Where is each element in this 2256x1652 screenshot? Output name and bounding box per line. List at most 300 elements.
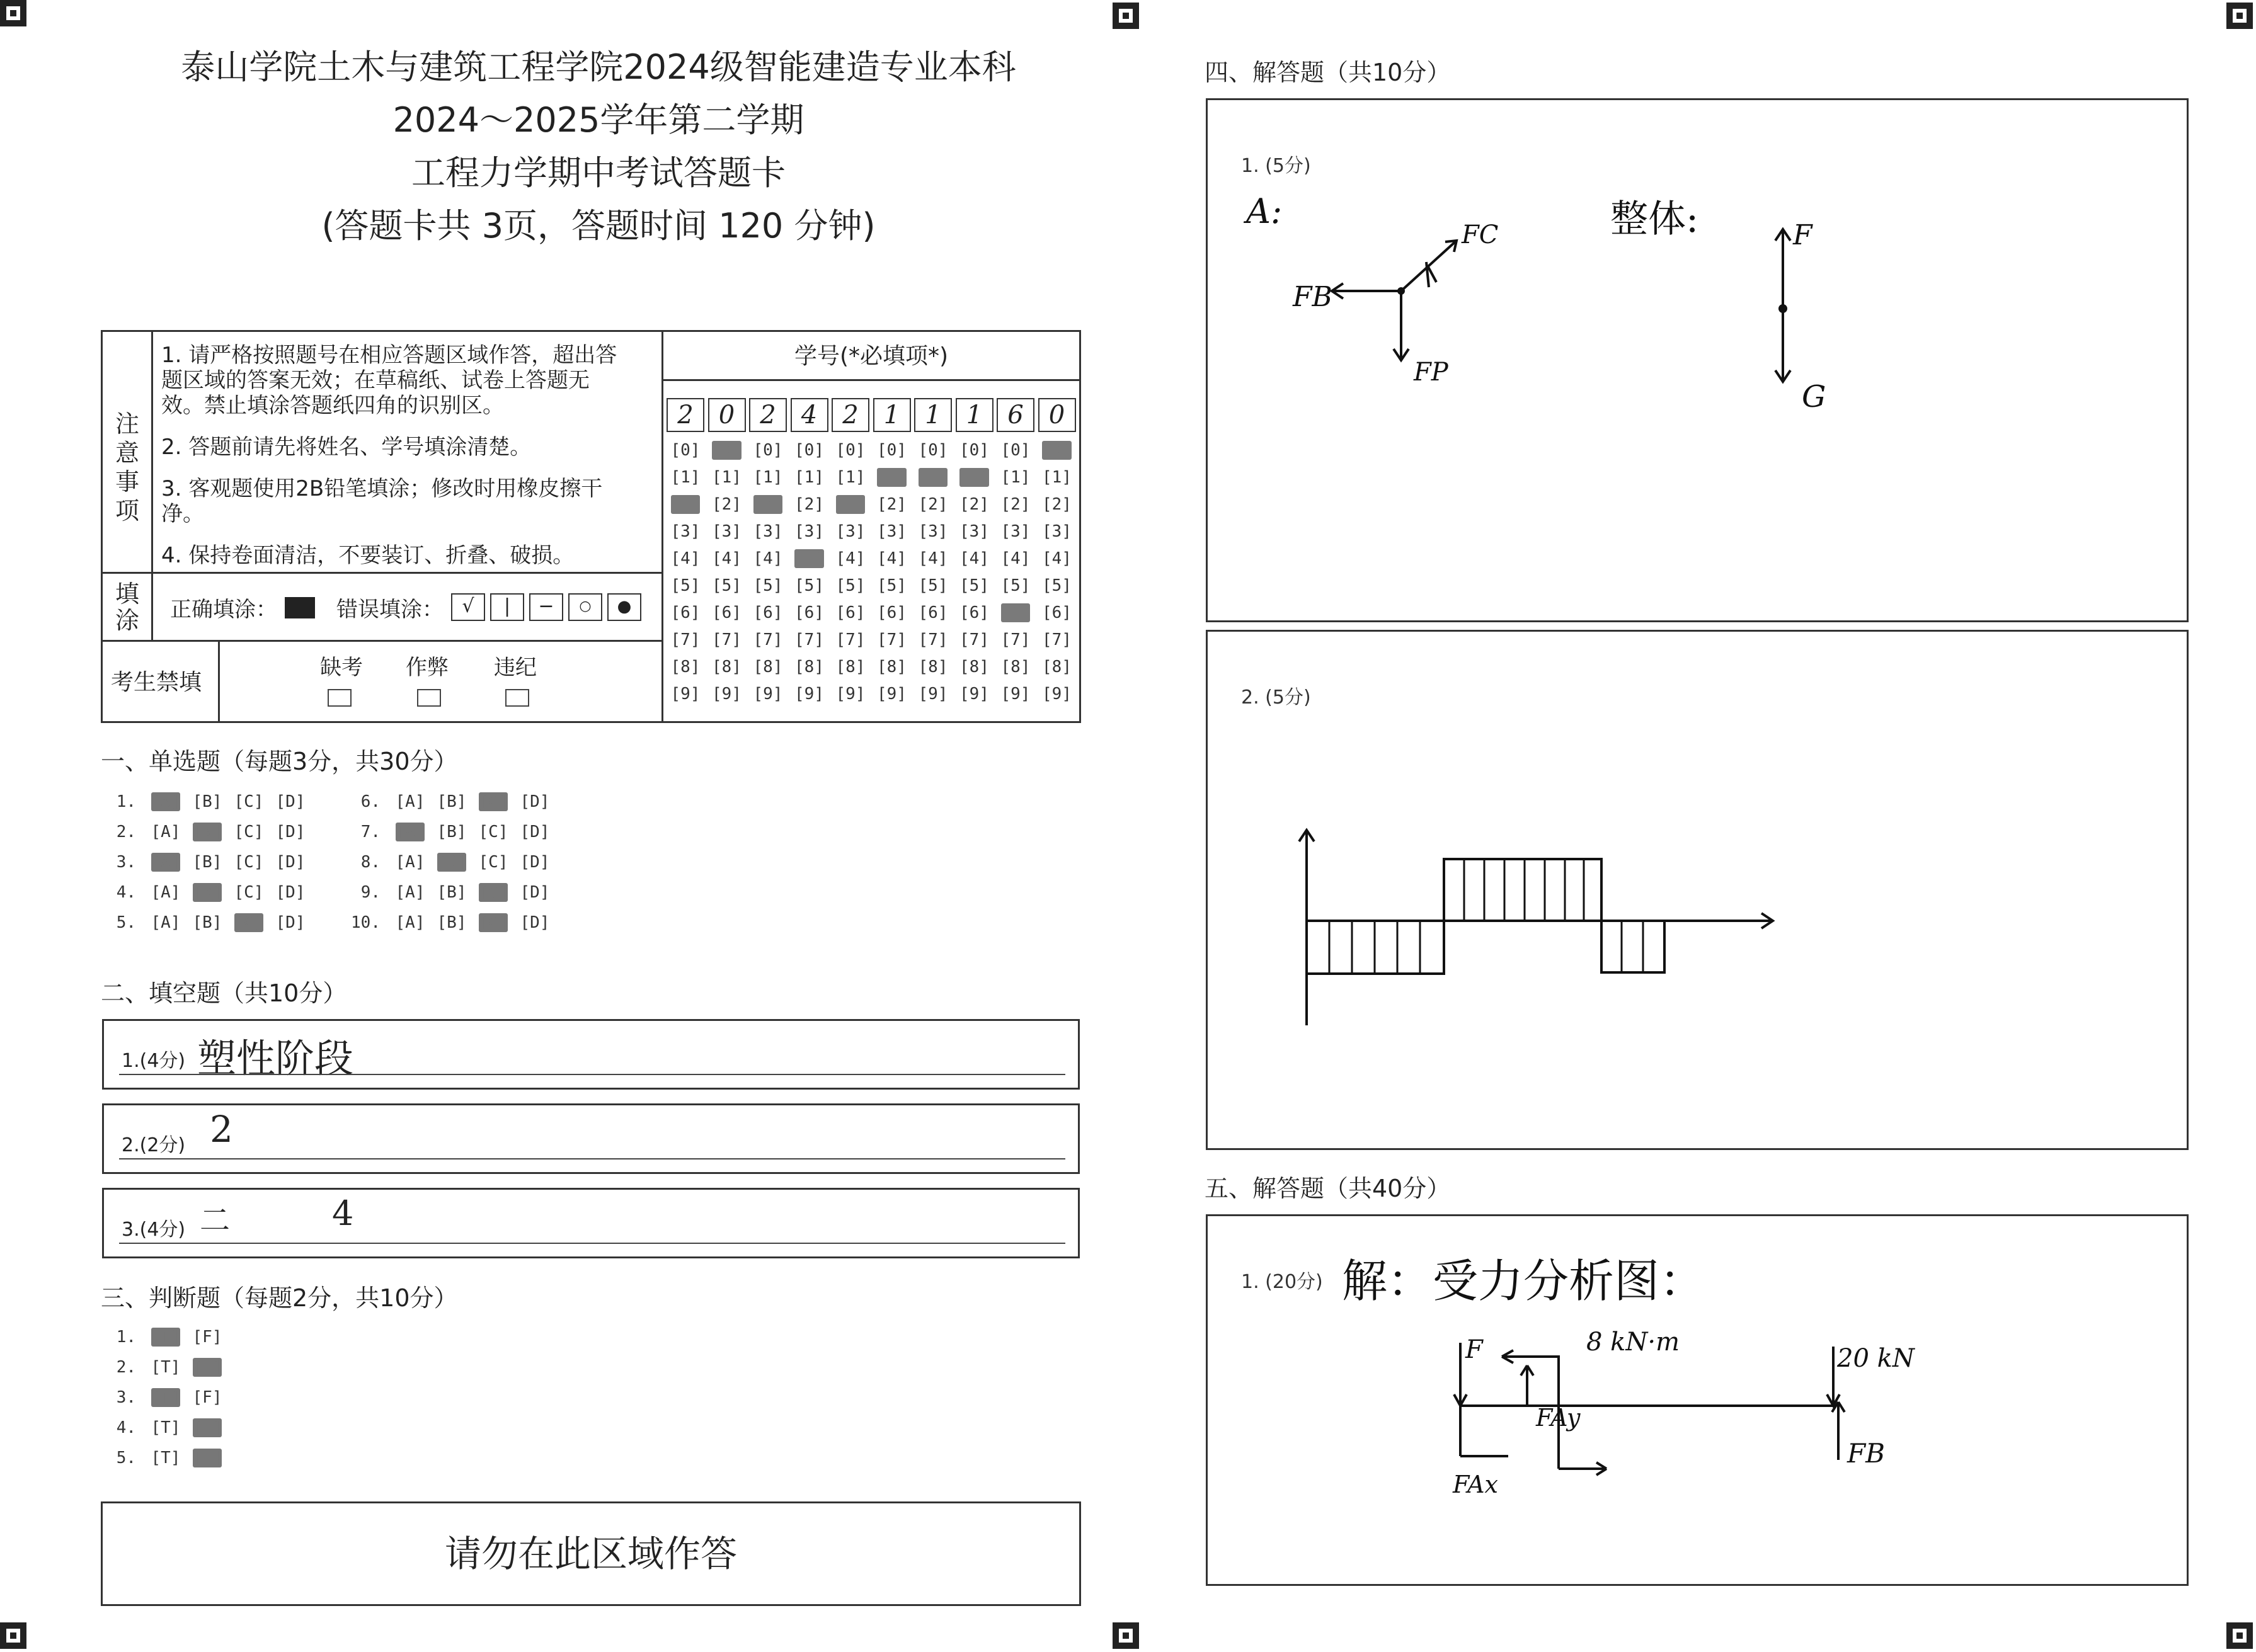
student-id-bubble[interactable] <box>915 658 951 676</box>
mcq-option-d[interactable] <box>270 853 311 872</box>
student-id-bubble[interactable] <box>1039 576 1075 595</box>
student-id-bubble[interactable] <box>668 630 703 649</box>
tf-option-f[interactable] <box>186 1449 228 1467</box>
student-id-bubble[interactable] <box>833 576 868 595</box>
fill-blank-2-answer: 2 <box>210 1108 233 1151</box>
mcq-option-c[interactable] <box>228 823 270 841</box>
student-id-title: 学号(*必填项*) <box>794 343 949 369</box>
mcq-question-number: 5. <box>116 913 136 932</box>
mcq-option-label: [C] <box>234 853 264 872</box>
student-id-bubble-label: [4] <box>835 549 866 568</box>
student-id-bubble[interactable] <box>998 576 1033 595</box>
student-id-bubble[interactable] <box>874 468 910 487</box>
student-id-bubble[interactable] <box>750 685 786 704</box>
tf-option-t[interactable] <box>145 1418 186 1437</box>
student-id-digit[interactable]: 2 <box>667 398 704 432</box>
student-id-bubble-label: [4] <box>1042 549 1072 568</box>
student-id-bubble-label: [2] <box>670 495 701 514</box>
fill-blank-3-line <box>119 1243 1065 1244</box>
student-id-bubble[interactable] <box>792 549 827 568</box>
student-id-bubble[interactable] <box>709 603 745 622</box>
student-id-bubble[interactable] <box>874 603 910 622</box>
student-id-bubble-label: [2] <box>835 495 866 514</box>
fbd-label: F <box>1465 1335 1483 1364</box>
student-id-bubble[interactable] <box>1039 441 1075 460</box>
student-id-digit[interactable]: 6 <box>997 398 1034 432</box>
forbid-absent-checkbox[interactable] <box>328 689 352 707</box>
mcq-option-b[interactable] <box>186 883 228 902</box>
student-id-bubble[interactable] <box>833 603 868 622</box>
mcq-option-b[interactable] <box>186 823 228 841</box>
force-fp-label: FP <box>1414 358 1448 387</box>
student-id-bubble[interactable] <box>957 685 992 704</box>
student-id-bubble-label: [6] <box>877 603 907 622</box>
fill-blank-3-answer2: 4 <box>332 1193 354 1233</box>
student-id-bubble[interactable] <box>833 522 868 541</box>
student-id-bubble-label: [3] <box>1000 522 1031 541</box>
mcq-option-label: [C] <box>234 792 264 811</box>
mcq-option-a[interactable] <box>389 883 431 902</box>
student-id-bubble[interactable] <box>915 522 951 541</box>
student-id-bubble[interactable] <box>874 630 910 649</box>
student-id-bubble[interactable] <box>750 441 786 460</box>
student-id-bubble[interactable] <box>915 630 951 649</box>
mcq-question-number: 8. <box>360 853 381 872</box>
student-id-digit[interactable]: 1 <box>873 398 911 432</box>
student-id-bubble[interactable] <box>792 441 827 460</box>
mcq-question-row <box>100 913 311 932</box>
mcq-question-number: 2. <box>116 823 136 841</box>
tf-option-label: [F] <box>192 1449 222 1467</box>
mcq-option-a[interactable] <box>389 913 431 932</box>
student-id-bubble[interactable] <box>874 441 910 460</box>
student-id-bubble[interactable] <box>874 522 910 541</box>
tf-option-t[interactable] <box>145 1388 186 1407</box>
mcq-option-a[interactable] <box>389 792 431 811</box>
mcq-option-label: [B] <box>437 792 467 811</box>
mcq-option-label: [A] <box>395 913 425 932</box>
student-id-divider <box>661 379 1081 381</box>
student-id-bubble[interactable] <box>957 441 992 460</box>
notice-divider-h1 <box>101 572 663 574</box>
tf-option-label: [F] <box>192 1358 222 1377</box>
student-id-bubble-label: [0] <box>1000 441 1031 460</box>
student-id-bubble[interactable] <box>998 658 1033 676</box>
section5-q1-label: 1. (20分) <box>1241 1271 1323 1293</box>
student-id-digit[interactable]: 2 <box>832 398 869 432</box>
forbid-violation-checkbox[interactable] <box>505 689 529 707</box>
tf-option-label: [T] <box>151 1328 181 1347</box>
student-id-bubble[interactable] <box>957 658 992 676</box>
fill-blank-2-line <box>119 1158 1065 1159</box>
student-id-bubble[interactable] <box>957 630 992 649</box>
student-id-bubble[interactable] <box>1039 630 1075 649</box>
student-id-bubble[interactable] <box>833 549 868 568</box>
tf-question-row <box>100 1418 228 1437</box>
tf-question-number: 1. <box>116 1328 136 1347</box>
student-id-bubble[interactable] <box>668 603 703 622</box>
student-id-bubble[interactable] <box>750 576 786 595</box>
student-id-bubble-label: [1] <box>1000 468 1031 487</box>
student-id-bubble[interactable] <box>998 549 1033 568</box>
fbd-label: FAx <box>1453 1471 1498 1498</box>
student-id-bubble-label: [4] <box>918 549 948 568</box>
student-id-digit[interactable]: 1 <box>956 398 993 432</box>
mcq-option-d[interactable] <box>514 792 556 811</box>
student-id-bubble[interactable] <box>998 495 1033 514</box>
mcq-option-label: [A] <box>395 883 425 902</box>
student-id-bubble[interactable] <box>792 576 827 595</box>
student-id-bubble[interactable] <box>709 468 745 487</box>
student-id-bubble-label: [3] <box>835 522 866 541</box>
mcq-option-d[interactable] <box>270 913 311 932</box>
student-id-bubble[interactable] <box>750 468 786 487</box>
mcq-question-number: 1. <box>116 792 136 811</box>
student-id-bubble[interactable] <box>668 685 703 704</box>
student-id-bubble-label: [5] <box>959 576 989 595</box>
student-id-bubble[interactable] <box>957 603 992 622</box>
student-id-bubble[interactable] <box>750 495 786 514</box>
section3-title: 三、判断题（每题2分，共10分） <box>101 1284 458 1312</box>
tf-option-t[interactable] <box>145 1358 186 1377</box>
student-id-bubble-label: [3] <box>1042 522 1072 541</box>
mcq-option-label: [C] <box>234 913 264 932</box>
tf-option-label: [T] <box>151 1358 181 1377</box>
mcq-option-c[interactable] <box>228 792 270 811</box>
mcq-option-b[interactable] <box>431 853 472 872</box>
student-id-bubble[interactable] <box>792 603 827 622</box>
student-id-bubble-label: [2] <box>712 495 742 514</box>
mcq-option-c[interactable] <box>472 883 514 902</box>
mcq-option-a[interactable] <box>389 853 431 872</box>
student-id-bubble[interactable] <box>668 522 703 541</box>
student-id-bubble[interactable] <box>1039 549 1075 568</box>
mcq-option-d[interactable] <box>270 792 311 811</box>
mcq-option-c[interactable] <box>472 913 514 932</box>
mcq-option-a[interactable] <box>145 853 186 872</box>
student-id-bubble[interactable] <box>998 603 1033 622</box>
header-line-2: 2024～2025学年第二学期 <box>392 100 804 140</box>
student-id-bubble[interactable] <box>915 603 951 622</box>
notice-label: 注 意 事 项 <box>115 410 139 525</box>
student-id-bubble[interactable] <box>833 630 868 649</box>
student-id-digit[interactable]: 0 <box>1038 398 1076 432</box>
student-id-bubble-label: [6] <box>670 603 701 622</box>
student-id-bubble[interactable] <box>833 658 868 676</box>
mcq-option-c[interactable] <box>228 913 270 932</box>
student-id-bubble[interactable] <box>915 576 951 595</box>
mcq-option-label: [D] <box>520 853 550 872</box>
student-id-bubble-label: [3] <box>753 522 783 541</box>
student-id-bubble-label: [2] <box>753 495 783 514</box>
student-id-bubble[interactable] <box>833 685 868 704</box>
student-id-bubble-label: [8] <box>918 658 948 676</box>
mcq-question-row <box>344 792 556 811</box>
mcq-option-d[interactable] <box>514 913 556 932</box>
mcq-question-row <box>100 883 311 902</box>
student-id-bubble-label: [9] <box>712 685 742 704</box>
student-id-bubble[interactable] <box>874 658 910 676</box>
mcq-option-b[interactable] <box>186 792 228 811</box>
correct-fill-label: 正确填涂： <box>170 597 277 622</box>
student-id-bubble[interactable] <box>915 549 951 568</box>
student-id-bubble-label: [9] <box>1000 685 1031 704</box>
forbid-cheat-checkbox[interactable] <box>417 689 441 707</box>
section5-q1-fbd-detail <box>1206 1214 2189 1586</box>
tf-option-f[interactable] <box>186 1418 228 1437</box>
mcq-option-c[interactable] <box>472 853 514 872</box>
student-id-digit[interactable]: 4 <box>791 398 828 432</box>
student-id-bubble[interactable] <box>874 576 910 595</box>
mcq-option-label: [C] <box>478 883 508 902</box>
mcq-option-a[interactable] <box>389 823 431 841</box>
student-id-bubble[interactable] <box>668 576 703 595</box>
student-id-bubble-label: [0] <box>918 441 948 460</box>
student-id-bubble[interactable] <box>957 522 992 541</box>
tf-question-number: 3. <box>116 1388 136 1407</box>
student-id-bubble[interactable] <box>668 658 703 676</box>
student-id-bubble[interactable] <box>998 685 1033 704</box>
notice-divider-label <box>151 330 153 573</box>
student-id-bubble-label: [5] <box>1042 576 1072 595</box>
student-id-bubble[interactable] <box>750 658 786 676</box>
student-id-digit[interactable]: 2 <box>749 398 787 432</box>
notice-item-1: 1. 请严格按照题号在相应答题区域作答，超出答题区域的答案无效；在草稿纸、试卷上答题无效。禁止填涂答题纸四角的识别区。 <box>161 343 617 418</box>
mcq-option-label: [A] <box>151 823 181 841</box>
student-id-bubble-label: [7] <box>753 630 783 649</box>
student-id-bubble-label: [2] <box>1000 495 1031 514</box>
mcq-option-label: [C] <box>478 792 508 811</box>
student-id-bubble[interactable] <box>1039 603 1075 622</box>
student-id-bubble[interactable] <box>833 495 868 514</box>
student-id-bubble-label: [0] <box>1042 441 1072 460</box>
mcq-option-d[interactable] <box>514 823 556 841</box>
tf-question-number: 2. <box>116 1358 136 1377</box>
tf-option-f[interactable] <box>186 1388 228 1407</box>
correct-fill-sample <box>285 597 315 618</box>
student-id-bubble[interactable] <box>874 549 910 568</box>
mcq-option-a[interactable] <box>145 823 186 841</box>
student-id-bubble-label: [9] <box>918 685 948 704</box>
student-id-bubble-label: [4] <box>753 549 783 568</box>
student-id-bubble-label: [7] <box>1042 630 1072 649</box>
student-id-bubble[interactable] <box>915 441 951 460</box>
mcq-option-c[interactable] <box>472 823 514 841</box>
mcq-option-label: [D] <box>520 823 550 841</box>
mcq-option-label: [B] <box>437 823 467 841</box>
tf-option-t[interactable] <box>145 1328 186 1347</box>
tf-option-label: [T] <box>151 1449 181 1467</box>
student-id-bubble-label: [9] <box>670 685 701 704</box>
student-id-bubble[interactable] <box>1039 685 1075 704</box>
student-id-bubble[interactable] <box>668 495 703 514</box>
mcq-option-label: [A] <box>395 853 425 872</box>
mcq-option-label: [B] <box>192 913 222 932</box>
student-id-bubble-label: [8] <box>1000 658 1031 676</box>
corner-mark-top-right <box>2226 3 2253 29</box>
mcq-option-a[interactable] <box>145 883 186 902</box>
student-id-bubble[interactable] <box>792 630 827 649</box>
student-id-bubble[interactable] <box>709 685 745 704</box>
student-id-bubble[interactable] <box>792 685 827 704</box>
tf-option-label: [F] <box>192 1388 222 1407</box>
mcq-option-label: [D] <box>520 913 550 932</box>
mcq-option-label: [B] <box>437 913 467 932</box>
wrong-mark-bar: | <box>490 593 524 621</box>
student-id-bubble[interactable] <box>750 630 786 649</box>
mcq-option-label: [B] <box>437 883 467 902</box>
tf-option-t[interactable] <box>145 1449 186 1467</box>
student-id-bubble[interactable] <box>709 630 745 649</box>
student-id-bubble[interactable] <box>792 658 827 676</box>
student-id-bubble-label: [8] <box>1042 658 1072 676</box>
section4-q1-part-whole: 整体: <box>1610 197 1699 241</box>
student-id-bubble[interactable] <box>709 522 745 541</box>
student-id-bubble[interactable] <box>709 549 745 568</box>
mcq-question-row <box>344 913 556 932</box>
student-id-bubble[interactable] <box>1039 495 1075 514</box>
fill-blank-1[interactable] <box>102 1019 1080 1090</box>
student-id-bubble-label: [6] <box>1000 603 1031 622</box>
forbid-label: 考生禁填 <box>111 669 202 695</box>
student-id-bubble[interactable] <box>792 495 827 514</box>
student-id-bubble[interactable] <box>833 441 868 460</box>
student-id-bubble-label: [9] <box>835 685 866 704</box>
student-id-bubble-label: [7] <box>918 630 948 649</box>
student-id-bubble[interactable] <box>1039 658 1075 676</box>
notice-item-3: 3. 客观题使用2B铅笔填涂；修改时用橡皮擦干净。 <box>161 476 603 527</box>
mcq-option-label: [C] <box>234 883 264 902</box>
mcq-option-label: [C] <box>478 853 508 872</box>
student-id-bubble[interactable] <box>750 549 786 568</box>
student-id-digit[interactable]: 1 <box>914 398 952 432</box>
fill-blank-2[interactable] <box>102 1103 1080 1174</box>
student-id-bubble[interactable] <box>915 495 951 514</box>
student-id-bubble[interactable] <box>709 441 745 460</box>
student-id-bubble[interactable] <box>1039 468 1075 487</box>
mcq-question-row <box>100 823 311 841</box>
student-id-digit[interactable]: 0 <box>708 398 746 432</box>
student-id-bubble-label: [4] <box>1000 549 1031 568</box>
tf-option-f[interactable] <box>186 1358 228 1377</box>
no-answer-zone-text: 请勿在此区域作答 <box>444 1532 737 1575</box>
student-id-bubble[interactable] <box>792 468 827 487</box>
student-id-bubble-label: [0] <box>794 441 824 460</box>
tf-option-label: [F] <box>192 1418 222 1437</box>
student-id-bubble[interactable] <box>750 522 786 541</box>
student-id-bubble[interactable] <box>833 468 868 487</box>
student-id-bubble-label: [9] <box>794 685 824 704</box>
mcq-option-d[interactable] <box>270 883 311 902</box>
student-id-bubble-label: [3] <box>670 522 701 541</box>
student-id-bubble[interactable] <box>668 549 703 568</box>
student-id-bubble-label: [1] <box>753 468 783 487</box>
student-id-bubble-label: [8] <box>712 658 742 676</box>
student-id-bubble-label: [1] <box>712 468 742 487</box>
mcq-question-row <box>344 883 556 902</box>
student-id-bubble-label: [2] <box>1042 495 1072 514</box>
mcq-option-label: [C] <box>234 823 264 841</box>
student-id-bubble[interactable] <box>668 441 703 460</box>
student-id-bubble-label: [0] <box>753 441 783 460</box>
tf-option-label: [T] <box>151 1388 181 1407</box>
student-id-bubble-label: [0] <box>835 441 866 460</box>
student-id-bubble[interactable] <box>998 468 1033 487</box>
student-id-bubble[interactable] <box>957 576 992 595</box>
mcq-option-b[interactable] <box>186 853 228 872</box>
fill-blank-3[interactable] <box>102 1188 1080 1258</box>
mcq-option-b[interactable] <box>431 792 472 811</box>
student-id-bubble-label: [9] <box>1042 685 1072 704</box>
section5-title: 五、解答题（共40分） <box>1205 1175 1451 1202</box>
student-id-bubble[interactable] <box>709 576 745 595</box>
student-id-bubble[interactable] <box>1039 522 1075 541</box>
mcq-option-d[interactable] <box>514 883 556 902</box>
student-id-bubble[interactable] <box>874 495 910 514</box>
mcq-option-d[interactable] <box>270 823 311 841</box>
student-id-bubble[interactable] <box>668 468 703 487</box>
section4-q2-diagram <box>1206 630 2189 1150</box>
mcq-option-c[interactable] <box>472 792 514 811</box>
student-id-bubble[interactable] <box>957 549 992 568</box>
mcq-option-label: [D] <box>275 853 306 872</box>
student-id-bubble[interactable] <box>750 603 786 622</box>
corner-mark-bottom-left <box>0 1622 26 1649</box>
fill-blank-1-line <box>119 1074 1065 1075</box>
student-id-bubble[interactable] <box>709 658 745 676</box>
student-id-bubble-label: [1] <box>1042 468 1072 487</box>
mcq-option-b[interactable] <box>431 823 472 841</box>
mcq-option-c[interactable] <box>228 853 270 872</box>
student-id-bubble-label: [5] <box>794 576 824 595</box>
force-fc-label: FC <box>1462 220 1499 249</box>
fill-label: 填 涂 <box>115 580 139 634</box>
student-id-bubble[interactable] <box>792 522 827 541</box>
mcq-question-number: 9. <box>360 883 381 902</box>
student-id-bubble[interactable] <box>998 522 1033 541</box>
student-id-bubble[interactable] <box>957 468 992 487</box>
section1-title: 一、单选题（每题3分，共30分） <box>101 748 458 775</box>
student-id-bubble[interactable] <box>915 685 951 704</box>
mcq-question-number: 10. <box>351 913 381 932</box>
student-id-bubble[interactable] <box>957 495 992 514</box>
student-id-bubble[interactable] <box>874 685 910 704</box>
student-id-bubble[interactable] <box>998 630 1033 649</box>
student-id-bubble-label: [7] <box>712 630 742 649</box>
tf-option-f[interactable] <box>186 1328 228 1347</box>
mcq-option-b[interactable] <box>431 883 472 902</box>
student-id-bubble-label: [2] <box>794 495 824 514</box>
student-id-bubble-label: [0] <box>712 441 742 460</box>
student-id-bubble-label: [4] <box>712 549 742 568</box>
student-id-bubble-label: [3] <box>918 522 948 541</box>
student-id-bubble-label: [8] <box>670 658 701 676</box>
mcq-option-b[interactable] <box>431 913 472 932</box>
mcq-option-c[interactable] <box>228 883 270 902</box>
mcq-option-b[interactable] <box>186 913 228 932</box>
student-id-bubble-label: [3] <box>877 522 907 541</box>
student-id-bubble[interactable] <box>998 441 1033 460</box>
mcq-option-a[interactable] <box>145 792 186 811</box>
student-id-bubble[interactable] <box>709 495 745 514</box>
force-g-label: G <box>1802 379 1826 414</box>
student-id-bubble[interactable] <box>915 468 951 487</box>
mcq-option-d[interactable] <box>514 853 556 872</box>
header-line-4: (答题卡共 3页，答题时间 120 分钟) <box>321 206 876 246</box>
mcq-option-a[interactable] <box>145 913 186 932</box>
forbid-violation-label: 违纪 <box>494 655 537 680</box>
student-id-bubble-label: [1] <box>670 468 701 487</box>
